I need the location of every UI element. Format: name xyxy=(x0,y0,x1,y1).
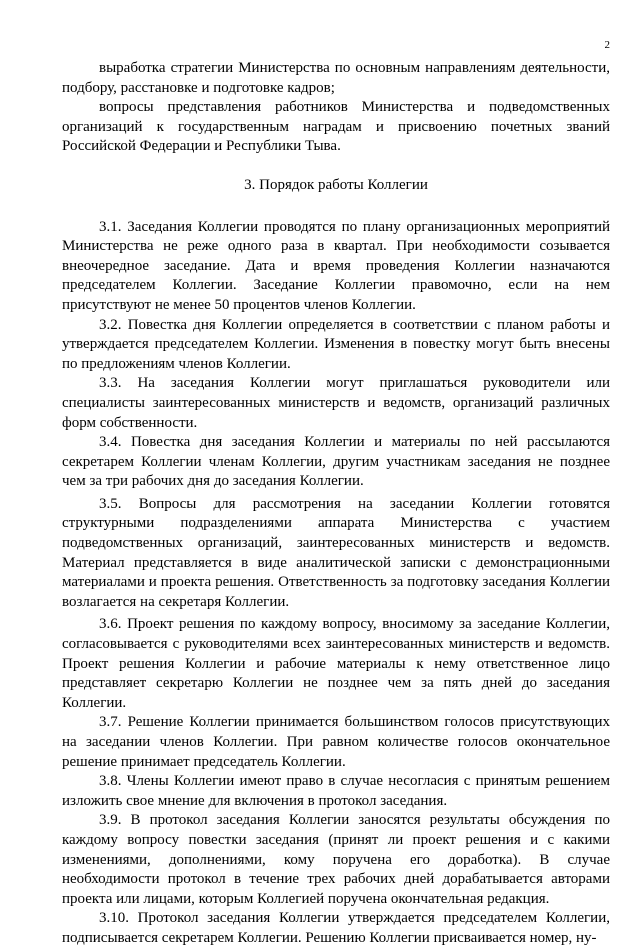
paragraph-3-1: 3.1. Заседания Коллегии проводятся по плану организационных мероприятий Министерства не реже одного раза в квартал. При необходимости созывается внеочередное заседание. Дата и время проведения Коллегии назначаются председателем Коллегии. Заседание Коллегии правомочно, если на нем присутствуют не менее 50 процентов членов Коллегии. xyxy=(62,218,610,313)
paragraph-3-8: 3.8. Члены Коллегии имеют право в случае несогласия с принятым решением изложить свое мнение для включения в протокол заседания. xyxy=(62,773,610,809)
page-number: 2 xyxy=(604,39,610,51)
paragraph-3-6: 3.6. Проект решения по каждому вопросу, вносимому за заседание Коллегии, согласовывается с руководителями всех заинтересованных министерств и ведомств. Проект решения Коллегии и рабочие материалы к нему ответственное лицо представляет секретарю Коллегии не позднее чем за пять дней до заседания Коллегии. xyxy=(62,616,610,711)
intro-paragraph-2: вопросы представления работников Министерства и подведомственных организаций к государственным наградам и присвоению почетных званий Российской Федерации и Республики Тыва. xyxy=(62,99,610,155)
paragraph-3-4: 3.4. Повестка дня заседания Коллегии и материалы по ней рассылаются секретарем Коллегии членам Коллегии, другим участникам заседания не позднее чем за три рабочих дня до заседания Коллегии. xyxy=(62,434,610,490)
section-heading: 3. Порядок работы Коллегии xyxy=(244,176,428,193)
paragraph-3-10: 3.10. Протокол заседания Коллегии утверждается председателем Коллегии, подписывается секретарем Коллегии. Решению Коллегии присваивается номер, ну- xyxy=(62,910,610,946)
intro-paragraph-1: выработка стратегии Министерства по основным направлениям деятельности, подбору, расстановке и подготовке кадров; xyxy=(62,60,610,96)
paragraph-3-7: 3.7. Решение Коллегии принимается большинством голосов присутствующих на заседании членов Коллегии. При равном количестве голосов окончательное решение принимает председатель Коллегии. xyxy=(62,714,610,770)
paragraph-3-5: 3.5. Вопросы для рассмотрения на заседании Коллегии готовятся структурными подразделениями аппарата Министерства с участием подведомственных организаций, заинтересованных министерств и ведомств. Материал представляется в виде аналитической записки с демонстрационными материалами и проекта решения. Ответственность за подготовку заседания Коллегии возлагается на секретаря Коллегии. xyxy=(62,495,610,610)
document-body xyxy=(62,59,610,949)
paragraph-3-3: 3.3. На заседания Коллегии могут приглашаться руководители или специалисты заинтересованных министерств и ведомств, организаций различных форм собственности. xyxy=(62,375,610,431)
paragraph-3-2: 3.2. Повестка дня Коллегии определяется в соответствии с планом работы и утверждается председателем Коллегии. Изменения в повестку могут быть внесены по предложениям членов Коллегии. xyxy=(62,316,610,372)
paragraph-3-9: 3.9. В протокол заседания Коллегии заносятся результаты обсуждения по каждому вопросу повестки заседания (принят ли проект решения и с какими изменениями, дополнениями, кому поручена его доработка). В случае необходимости протокол в течение трех рабочих дней дорабатывается авторами проекта или лицами, которым Коллегией поручена окончательная редакция. xyxy=(62,812,610,907)
